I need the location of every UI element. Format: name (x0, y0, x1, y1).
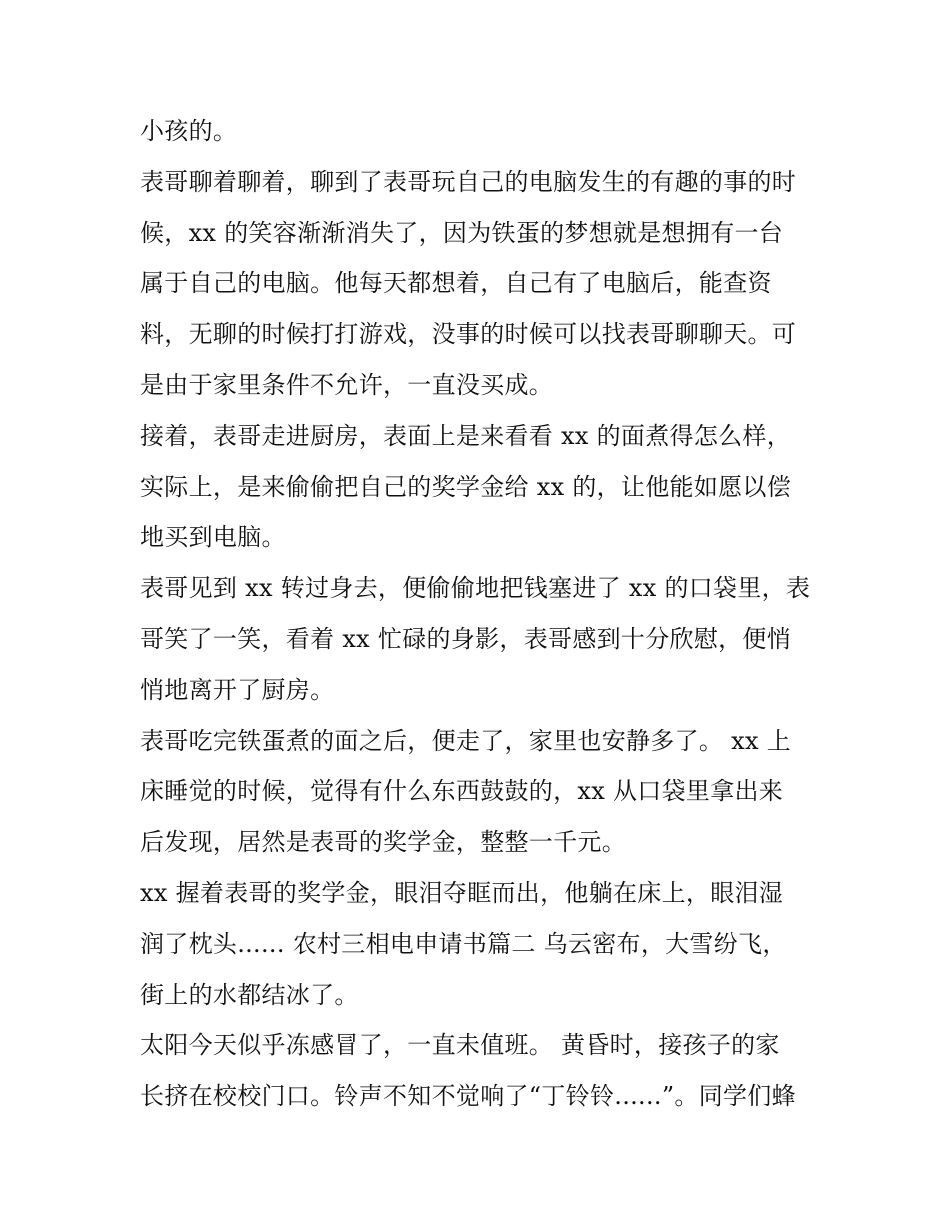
text-line: 实际上，是来偷偷把自己的奖学金给 xx 的，让他能如愿以偿 (140, 472, 792, 501)
text-line: 润了枕头...... 农村三相电申请书篇二 乌云密布，大雪纷飞， (140, 929, 787, 958)
text-line: 太阳今天似乎冻感冒了，一直未值班。 黄昏时，接孩子的家 (140, 1031, 780, 1060)
text-line: 表哥见到 xx 转过身去，便偷偷地把钱塞进了 xx 的口袋里，表 (140, 574, 811, 603)
text-line: 表哥聊着聊着，聊到了表哥玩自己的电脑发生的有趣的事的时 (140, 167, 797, 196)
text-line: xx 握着表哥的奖学金，眼泪夺眶而出，他躺在床上，眼泪湿 (140, 878, 784, 907)
text-line: 地买到电脑。 (140, 523, 286, 552)
text-line: 料，无聊的时候打打游戏，没事的时候可以找表哥聊聊天。可 (140, 320, 797, 349)
text-line: 街上的水都结冰了。 (140, 980, 359, 1009)
text-line: 小孩的。 (140, 117, 238, 145)
document-body (140, 106, 815, 1122)
text-line: 接着，表哥走进厨房，表面上是来看看 xx 的面煮得怎么样， (140, 421, 792, 450)
text-line: 哥笑了一笑，看着 xx 忙碌的身影，表哥感到十分欣慰，便悄 (140, 624, 792, 653)
text-line: 属于自己的电脑。他每天都想着，自己有了电脑后，能查资 (140, 269, 772, 298)
text-line: 表哥吃完铁蛋煮的面之后，便走了，家里也安静多了。 xx 上 (140, 726, 792, 755)
text-line: 悄地离开了厨房。 (140, 675, 335, 704)
text-line: 是由于家里条件不允许，一直没买成。 (140, 370, 554, 399)
text-line: 后发现，居然是表哥的奖学金，整整一千元。 (140, 828, 626, 857)
text-line: 床睡觉的时候，觉得有什么东西鼓鼓的，xx 从口袋里拿出来 (140, 777, 784, 806)
text-line: 长挤在校校门口。铃声不知不觉响了“丁铃铃......”。同学们蜂 (140, 1082, 796, 1111)
text-line: 候，xx 的笑容渐渐消失了，因为铁蛋的梦想就是想拥有一台 (140, 218, 784, 247)
